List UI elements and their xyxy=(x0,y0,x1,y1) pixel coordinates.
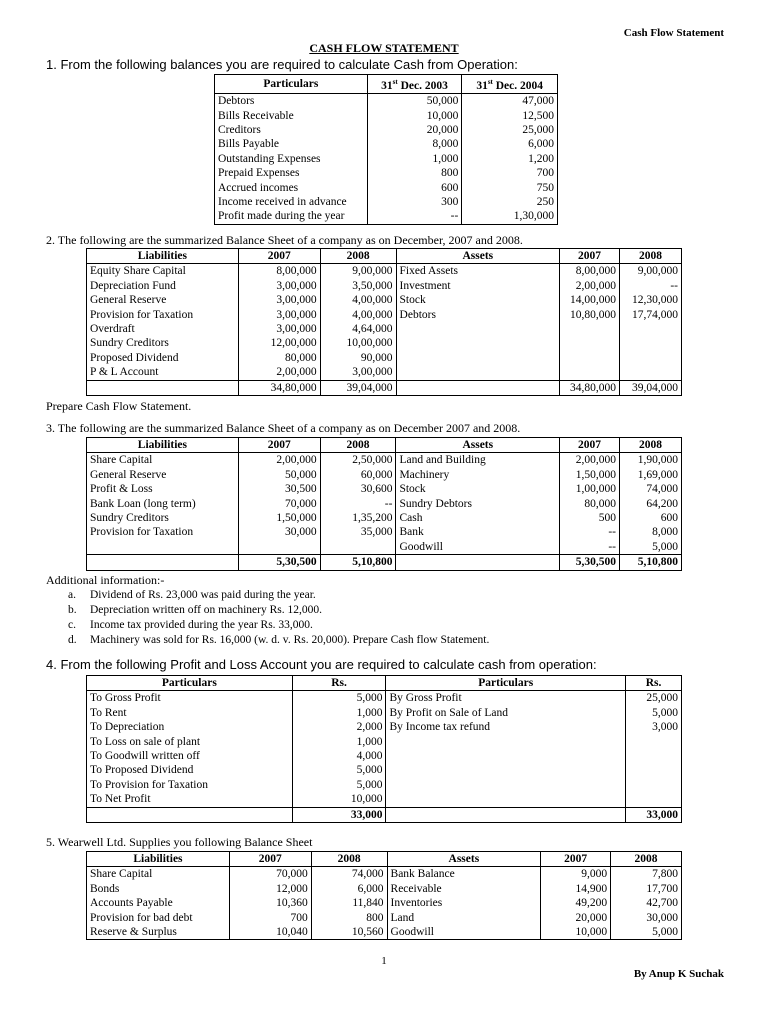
q4-header-cell: Particulars xyxy=(87,676,293,691)
q4-header-cell: Rs. xyxy=(292,676,386,691)
q3-cell: 30,600 xyxy=(320,482,396,496)
q1-cell: Bills Payable xyxy=(215,137,368,151)
q3-cell: Profit & Loss xyxy=(87,482,239,496)
q2-cell: 12,00,000 xyxy=(238,336,320,350)
q1-cell: 250 xyxy=(462,195,558,209)
q2-cell xyxy=(620,365,682,380)
q4-total-row xyxy=(87,807,682,822)
q3-cell: 2,50,000 xyxy=(320,453,396,468)
q5-cell: Accounts Payable xyxy=(87,896,230,910)
q5-row xyxy=(87,925,682,940)
q3-cell: 600 xyxy=(620,511,682,525)
q3-cell: Sundry Debtors xyxy=(396,497,560,511)
q2-row xyxy=(87,351,682,365)
q4-cell xyxy=(87,807,293,822)
q2-cell xyxy=(396,365,560,380)
q4-row xyxy=(87,792,682,807)
q1-cell: 47,000 xyxy=(462,94,558,109)
additional-info-text: Income tax provided during the year Rs. 33,000. xyxy=(90,619,313,631)
q2-row xyxy=(87,322,682,336)
q2-cell: 3,00,000 xyxy=(238,308,320,322)
q4-cell: To Net Profit xyxy=(87,792,293,807)
additional-info-marker: b. xyxy=(68,604,77,616)
q2-cell: General Reserve xyxy=(87,293,239,307)
q2-cell xyxy=(560,351,620,365)
q3-cell: -- xyxy=(560,540,620,555)
q3-cell: 64,200 xyxy=(620,497,682,511)
q3-cell: 70,000 xyxy=(238,497,320,511)
q1-row xyxy=(215,123,558,137)
q2-cell: Stock xyxy=(396,293,560,307)
q1-header-cell: 31st Dec. 2003 xyxy=(367,75,462,94)
q4-cell: 5,000 xyxy=(292,691,386,706)
q2-cell: 4,64,000 xyxy=(320,322,396,336)
q4-cell: 25,000 xyxy=(626,691,682,706)
q3-cell: Goodwill xyxy=(396,540,560,555)
q3-cell: 74,000 xyxy=(620,482,682,496)
question-3: 3. The following are the summarized Balance Sheet of a company as on December 2007 and 2008. xyxy=(46,421,521,435)
q3-cell xyxy=(238,540,320,555)
q1-cell: Accrued incomes xyxy=(215,181,368,195)
q5-cell: 74,000 xyxy=(311,867,387,882)
q4-cell: By Income tax refund xyxy=(386,720,626,734)
q1-cell: 700 xyxy=(462,166,558,180)
q3-cell: 35,000 xyxy=(320,525,396,539)
q3-cell: Land and Building xyxy=(396,453,560,468)
additional-info-item xyxy=(68,603,489,618)
q5-row xyxy=(87,882,682,896)
document-title: CASH FLOW STATEMENT xyxy=(309,41,459,55)
q2-cell: -- xyxy=(620,279,682,293)
q4-cell: To Depreciation xyxy=(87,720,293,734)
q5-cell: 70,000 xyxy=(229,867,311,882)
q2-cell: 4,00,000 xyxy=(320,308,396,322)
q3-cell: 1,35,200 xyxy=(320,511,396,525)
q2-cell: 8,00,000 xyxy=(238,264,320,279)
q2-cell xyxy=(87,380,239,395)
q2-cell xyxy=(620,351,682,365)
q4-cell xyxy=(386,763,626,777)
q3-cell: General Reserve xyxy=(87,468,239,482)
q2-header-cell: 2008 xyxy=(320,249,396,264)
q3-cell: Provision for Taxation xyxy=(87,525,239,539)
q1-cell: 750 xyxy=(462,181,558,195)
q1-row xyxy=(215,209,558,224)
q4-cell: 33,000 xyxy=(626,807,682,822)
q3-cell: 1,50,000 xyxy=(560,468,620,482)
additional-info-text: Dividend of Rs. 23,000 was paid during the year. xyxy=(90,589,316,601)
q1-cell: 10,000 xyxy=(367,109,462,123)
q1-cell: 12,500 xyxy=(462,109,558,123)
q4-row xyxy=(87,763,682,777)
q5-cell: 11,840 xyxy=(311,896,387,910)
q3-cell: Bank Loan (long term) xyxy=(87,497,239,511)
q3-cell: Cash xyxy=(396,511,560,525)
q1-cell: 1,000 xyxy=(367,152,462,166)
q5-table xyxy=(86,851,682,940)
q5-cell: Reserve & Surplus xyxy=(87,925,230,940)
q5-cell: 10,000 xyxy=(541,925,611,940)
question-2: 2. The following are the summarized Balance Sheet of a company as on December, 2007 and 2008. xyxy=(46,233,523,247)
q5-cell: 14,900 xyxy=(541,882,611,896)
q4-cell: By Gross Profit xyxy=(386,691,626,706)
additional-info-marker: d. xyxy=(68,634,77,646)
q3-cell: 1,50,000 xyxy=(238,511,320,525)
q3-cell: 1,00,000 xyxy=(560,482,620,496)
q4-cell: 3,000 xyxy=(626,720,682,734)
q5-cell: 20,000 xyxy=(541,911,611,925)
q4-cell: 5,000 xyxy=(292,778,386,792)
q5-cell: 7,800 xyxy=(611,867,682,882)
q4-cell xyxy=(386,735,626,749)
q3-cell: 30,500 xyxy=(238,482,320,496)
q4-row xyxy=(87,749,682,763)
q3-cell: -- xyxy=(560,525,620,539)
q4-cell: 5,000 xyxy=(626,706,682,720)
question-4: 4. From the following Profit and Loss Account you are required to calculate cash from operation: xyxy=(46,657,597,672)
q5-header-cell: 2008 xyxy=(611,852,682,867)
q2-cell xyxy=(396,380,560,395)
q3-cell: Machinery xyxy=(396,468,560,482)
q2-instruction: Prepare Cash Flow Statement. xyxy=(46,399,192,413)
q3-cell: 500 xyxy=(560,511,620,525)
q2-cell: 3,00,000 xyxy=(238,279,320,293)
q3-header-cell: 2008 xyxy=(320,438,396,453)
q3-row xyxy=(87,525,682,539)
q1-row xyxy=(215,137,558,151)
q4-cell: 2,000 xyxy=(292,720,386,734)
q3-cell xyxy=(87,540,239,555)
q3-row xyxy=(87,453,682,468)
q5-cell: Share Capital xyxy=(87,867,230,882)
q1-cell: 25,000 xyxy=(462,123,558,137)
q2-cell: 3,00,000 xyxy=(238,322,320,336)
q3-cell: 5,30,500 xyxy=(238,555,320,570)
q2-cell xyxy=(620,336,682,350)
q5-cell: 12,000 xyxy=(229,882,311,896)
q3-row xyxy=(87,511,682,525)
q1-cell: -- xyxy=(367,209,462,224)
q2-row xyxy=(87,365,682,380)
q5-cell: Bonds xyxy=(87,882,230,896)
q3-cell: 8,000 xyxy=(620,525,682,539)
q4-table xyxy=(86,675,682,823)
q2-cell: 3,50,000 xyxy=(320,279,396,293)
q5-cell: 17,700 xyxy=(611,882,682,896)
q4-cell: To Loss on sale of plant xyxy=(87,735,293,749)
q3-cell: 5,10,800 xyxy=(620,555,682,570)
q2-cell: Depreciation Fund xyxy=(87,279,239,293)
q1-row xyxy=(215,94,558,109)
q5-header-cell: Assets xyxy=(387,852,541,867)
q3-cell: 5,000 xyxy=(620,540,682,555)
q2-cell xyxy=(396,336,560,350)
q4-cell xyxy=(626,792,682,807)
q2-cell: 4,00,000 xyxy=(320,293,396,307)
q4-row xyxy=(87,720,682,734)
q3-row xyxy=(87,468,682,482)
q3-header-cell: 2008 xyxy=(620,438,682,453)
q1-row xyxy=(215,109,558,123)
q4-cell xyxy=(386,792,626,807)
q3-cell: 50,000 xyxy=(238,468,320,482)
q3-row xyxy=(87,497,682,511)
additional-info-item xyxy=(68,618,489,633)
additional-info-item xyxy=(68,633,490,648)
q2-cell: Fixed Assets xyxy=(396,264,560,279)
q1-table xyxy=(214,74,558,225)
q1-cell: 1,200 xyxy=(462,152,558,166)
q4-cell xyxy=(386,807,626,822)
additional-info-text: Depreciation written off on machinery Rs. 12,000. xyxy=(90,604,322,616)
q4-header-cell: Particulars xyxy=(386,676,626,691)
q5-cell: Inventories xyxy=(387,896,541,910)
q1-cell: 800 xyxy=(367,166,462,180)
q2-cell: 14,00,000 xyxy=(560,293,620,307)
q2-header-cell: 2008 xyxy=(620,249,682,264)
q3-cell: 1,69,000 xyxy=(620,468,682,482)
q2-cell: Equity Share Capital xyxy=(87,264,239,279)
q5-cell: 700 xyxy=(229,911,311,925)
q2-cell: 10,80,000 xyxy=(560,308,620,322)
q4-cell: 1,000 xyxy=(292,735,386,749)
q2-cell: 39,04,000 xyxy=(620,380,682,395)
q5-cell: 42,700 xyxy=(611,896,682,910)
q3-cell: 2,00,000 xyxy=(560,453,620,468)
additional-info-marker: c. xyxy=(68,619,76,631)
q4-cell: 4,000 xyxy=(292,749,386,763)
q1-cell: Outstanding Expenses xyxy=(215,152,368,166)
q1-row xyxy=(215,181,558,195)
q5-cell: 49,200 xyxy=(541,896,611,910)
q5-cell: 10,560 xyxy=(311,925,387,940)
q3-row xyxy=(87,482,682,496)
q2-cell: 9,00,000 xyxy=(320,264,396,279)
q5-cell: 5,000 xyxy=(611,925,682,940)
q3-cell: Bank xyxy=(396,525,560,539)
q4-cell: 10,000 xyxy=(292,792,386,807)
q4-cell xyxy=(626,749,682,763)
additional-info-text: Machinery was sold for Rs. 16,000 (w. d. v. Rs. 20,000). Prepare Cash flow Statement. xyxy=(90,634,490,646)
q2-cell xyxy=(560,365,620,380)
q2-cell: Provision for Taxation xyxy=(87,308,239,322)
q1-cell: 300 xyxy=(367,195,462,209)
q5-header-cell: Liabilities xyxy=(87,852,230,867)
q3-header-cell: Liabilities xyxy=(87,438,239,453)
q4-row xyxy=(87,706,682,720)
q2-cell: 12,30,000 xyxy=(620,293,682,307)
q4-cell: 33,000 xyxy=(292,807,386,822)
q5-cell: Receivable xyxy=(387,882,541,896)
q1-cell: Debtors xyxy=(215,94,368,109)
q1-cell: Bills Receivable xyxy=(215,109,368,123)
q5-header-cell: 2007 xyxy=(541,852,611,867)
q1-cell: Creditors xyxy=(215,123,368,137)
q2-total-row xyxy=(87,380,682,395)
q4-row xyxy=(87,691,682,706)
q3-cell xyxy=(320,540,396,555)
q1-cell: 50,000 xyxy=(367,94,462,109)
additional-info-list xyxy=(68,588,490,648)
q2-cell: 39,04,000 xyxy=(320,380,396,395)
q3-cell: 5,30,500 xyxy=(560,555,620,570)
q3-total-row xyxy=(87,555,682,570)
q1-row xyxy=(215,152,558,166)
q4-cell: To Rent xyxy=(87,706,293,720)
q2-cell: 90,000 xyxy=(320,351,396,365)
q5-row xyxy=(87,867,682,882)
q2-cell: Proposed Dividend xyxy=(87,351,239,365)
q4-cell: To Gross Profit xyxy=(87,691,293,706)
q4-row xyxy=(87,778,682,792)
q2-header-cell: Assets xyxy=(396,249,560,264)
q2-row xyxy=(87,293,682,307)
q5-cell: Land xyxy=(387,911,541,925)
q1-cell: 20,000 xyxy=(367,123,462,137)
q5-cell: 9,000 xyxy=(541,867,611,882)
q1-cell: Prepaid Expenses xyxy=(215,166,368,180)
q3-header-cell: 2007 xyxy=(560,438,620,453)
q2-table xyxy=(86,248,682,396)
q2-row xyxy=(87,264,682,279)
q4-cell: 1,000 xyxy=(292,706,386,720)
q2-cell: 9,00,000 xyxy=(620,264,682,279)
author-credit: By Anup K Suchak xyxy=(633,968,724,980)
q3-cell: 80,000 xyxy=(560,497,620,511)
q3-cell xyxy=(87,555,239,570)
q3-table xyxy=(86,437,682,571)
q2-cell xyxy=(560,336,620,350)
q3-cell: -- xyxy=(320,497,396,511)
q1-header-cell: 31st Dec. 2004 xyxy=(462,75,558,94)
q5-cell: 6,000 xyxy=(311,882,387,896)
q2-cell xyxy=(396,322,560,336)
q4-cell xyxy=(626,735,682,749)
question-5: 5. Wearwell Ltd. Supplies you following Balance Sheet xyxy=(46,835,313,849)
q4-cell xyxy=(626,763,682,777)
q2-row xyxy=(87,336,682,350)
q4-cell xyxy=(386,749,626,763)
q4-cell: To Proposed Dividend xyxy=(87,763,293,777)
q2-header-cell: 2007 xyxy=(238,249,320,264)
additional-info-title: Additional information:- xyxy=(46,573,165,587)
q5-row xyxy=(87,911,682,925)
q2-cell: P & L Account xyxy=(87,365,239,380)
q5-cell: 10,040 xyxy=(229,925,311,940)
q3-cell: 60,000 xyxy=(320,468,396,482)
q2-row xyxy=(87,308,682,322)
q3-cell xyxy=(396,555,560,570)
q2-cell: 3,00,000 xyxy=(238,293,320,307)
q3-cell: Stock xyxy=(396,482,560,496)
q2-cell: Investment xyxy=(396,279,560,293)
q5-cell: Bank Balance xyxy=(387,867,541,882)
q2-row xyxy=(87,279,682,293)
q5-row xyxy=(87,896,682,910)
q4-cell: To Goodwill written off xyxy=(87,749,293,763)
q2-cell: Sundry Creditors xyxy=(87,336,239,350)
q1-cell: 8,000 xyxy=(367,137,462,151)
running-header: Cash Flow Statement xyxy=(623,27,724,39)
q2-header-cell: 2007 xyxy=(560,249,620,264)
q2-cell: 34,80,000 xyxy=(238,380,320,395)
q3-header-cell: Assets xyxy=(396,438,560,453)
q2-cell: 2,00,000 xyxy=(238,365,320,380)
q1-row xyxy=(215,166,558,180)
q2-cell: 17,74,000 xyxy=(620,308,682,322)
q5-cell: Goodwill xyxy=(387,925,541,940)
question-1: 1. From the following balances you are required to calculate Cash from Operation: xyxy=(46,57,518,72)
q2-cell xyxy=(560,322,620,336)
q3-row xyxy=(87,540,682,555)
q5-cell: 800 xyxy=(311,911,387,925)
q2-cell: Debtors xyxy=(396,308,560,322)
q1-row xyxy=(215,195,558,209)
additional-info-item xyxy=(68,588,489,603)
q3-cell: Share Capital xyxy=(87,453,239,468)
q2-cell: 2,00,000 xyxy=(560,279,620,293)
q4-cell xyxy=(626,778,682,792)
q2-cell: 8,00,000 xyxy=(560,264,620,279)
q2-cell: Overdraft xyxy=(87,322,239,336)
q2-cell: 80,000 xyxy=(238,351,320,365)
q4-cell: By Profit on Sale of Land xyxy=(386,706,626,720)
q1-cell: 600 xyxy=(367,181,462,195)
q3-cell: 1,90,000 xyxy=(620,453,682,468)
q3-cell: 30,000 xyxy=(238,525,320,539)
page-number: 1 xyxy=(381,955,387,967)
q1-cell: Profit made during the year xyxy=(215,209,368,224)
q4-cell xyxy=(386,778,626,792)
q5-cell: 10,360 xyxy=(229,896,311,910)
q1-header-cell: Particulars xyxy=(215,75,368,94)
q3-header-cell: 2007 xyxy=(238,438,320,453)
q5-cell: Provision for bad debt xyxy=(87,911,230,925)
q2-cell: 34,80,000 xyxy=(560,380,620,395)
q4-cell: 5,000 xyxy=(292,763,386,777)
q2-header-cell: Liabilities xyxy=(87,249,239,264)
additional-info-marker: a. xyxy=(68,589,76,601)
q2-cell xyxy=(620,322,682,336)
q2-cell: 10,00,000 xyxy=(320,336,396,350)
q1-cell: 6,000 xyxy=(462,137,558,151)
q2-cell: 3,00,000 xyxy=(320,365,396,380)
q5-header-cell: 2007 xyxy=(229,852,311,867)
q4-row xyxy=(87,735,682,749)
q4-cell: To Provision for Taxation xyxy=(87,778,293,792)
q5-header-cell: 2008 xyxy=(311,852,387,867)
q3-cell: Sundry Creditors xyxy=(87,511,239,525)
q2-cell xyxy=(396,351,560,365)
q5-cell: 30,000 xyxy=(611,911,682,925)
q3-cell: 5,10,800 xyxy=(320,555,396,570)
q1-cell: 1,30,000 xyxy=(462,209,558,224)
q3-cell: 2,00,000 xyxy=(238,453,320,468)
q4-header-cell: Rs. xyxy=(626,676,682,691)
q1-cell: Income received in advance xyxy=(215,195,368,209)
